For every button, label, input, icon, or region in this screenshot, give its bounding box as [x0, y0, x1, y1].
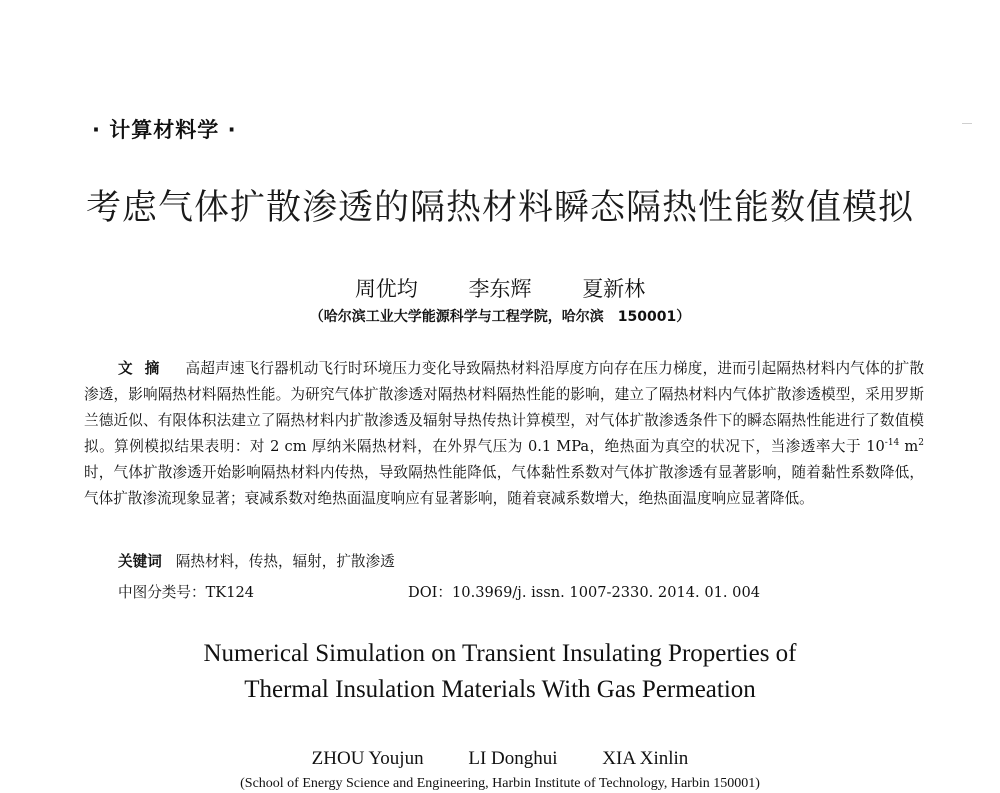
- keywords-label: 关键词: [118, 553, 162, 570]
- abstract-unit-exponent: 2: [918, 438, 924, 449]
- section-header: · 计算材料学 ·: [92, 118, 237, 142]
- author-en: XIA Xinlin: [602, 748, 689, 769]
- title-english-line1: Numerical Simulation on Transient Insulating Properties of: [203, 640, 797, 667]
- abstract-text-part1: 高超声速飞行器机动飞行时环境压力变化导致隔热材料沿厚度方向存在压力梯度，进而引起隔热材料内气体的扩散渗透，影响隔热材料隔热性能。为研究气体扩散渗透对隔热材料隔热性能的影响，建立了隔热材料内气体扩散渗透模型，采用罗斯兰德近似、有限体积法建立了隔热材料内扩散渗透及辐射导热传热计算模型，对气体扩散渗透条件下的瞬态隔热性能进行了数值模拟。算例模拟结果表明：对 2 cm 厚纳米隔热材料，在外界气压为 0.1 MPa，绝热面为真空的状况下，当渗透率大于 10: [84, 360, 924, 455]
- authors-english: [0, 748, 1000, 770]
- abstract-label: 文摘: [118, 360, 172, 377]
- abstract-unit: m: [899, 438, 919, 455]
- abstract-chinese: [84, 356, 924, 512]
- classification-number: 中图分类号：TK124: [118, 584, 255, 601]
- title-chinese: 考虑气体扩散渗透的隔热材料瞬态隔热性能数值模拟: [85, 188, 914, 228]
- authors-chinese: [0, 273, 1000, 303]
- title-english: [0, 636, 1000, 708]
- author-cn: 李东辉: [468, 277, 532, 301]
- keywords-text: 隔热材料，传热，辐射，扩散渗透: [175, 553, 395, 570]
- doi: DOI：10.3969/j. issn. 1007-2330. 2014. 01. 004: [408, 584, 761, 601]
- keywords: [118, 550, 395, 571]
- title-english-line2: Thermal Insulation Materials With Gas Permeation: [244, 676, 756, 703]
- affiliation-chinese: （哈尔滨工业大学能源科学与工程学院，哈尔滨 150001）: [309, 309, 691, 325]
- author-en: ZHOU Youjun: [311, 748, 424, 769]
- author-cn: 周优均: [354, 277, 418, 301]
- affiliation-english: (School of Energy Science and Engineering, Harbin Institute of Technology, Harbin 150001): [240, 776, 760, 791]
- margin-mark: [962, 123, 972, 124]
- abstract-exponent: -14: [884, 438, 900, 449]
- author-cn: 夏新林: [582, 277, 646, 301]
- author-en: LI Donghui: [468, 748, 558, 769]
- abstract-text-part2: 时，气体扩散渗透开始影响隔热材料内传热，导致隔热性能降低，气体黏性系数对气体扩散渗透有显著影响，随着黏性系数降低，气体扩散渗流现象显著；衰减系数对绝热面温度响应有显著影响，随着衰减系数增大，绝热面温度响应显著降低。: [84, 464, 924, 507]
